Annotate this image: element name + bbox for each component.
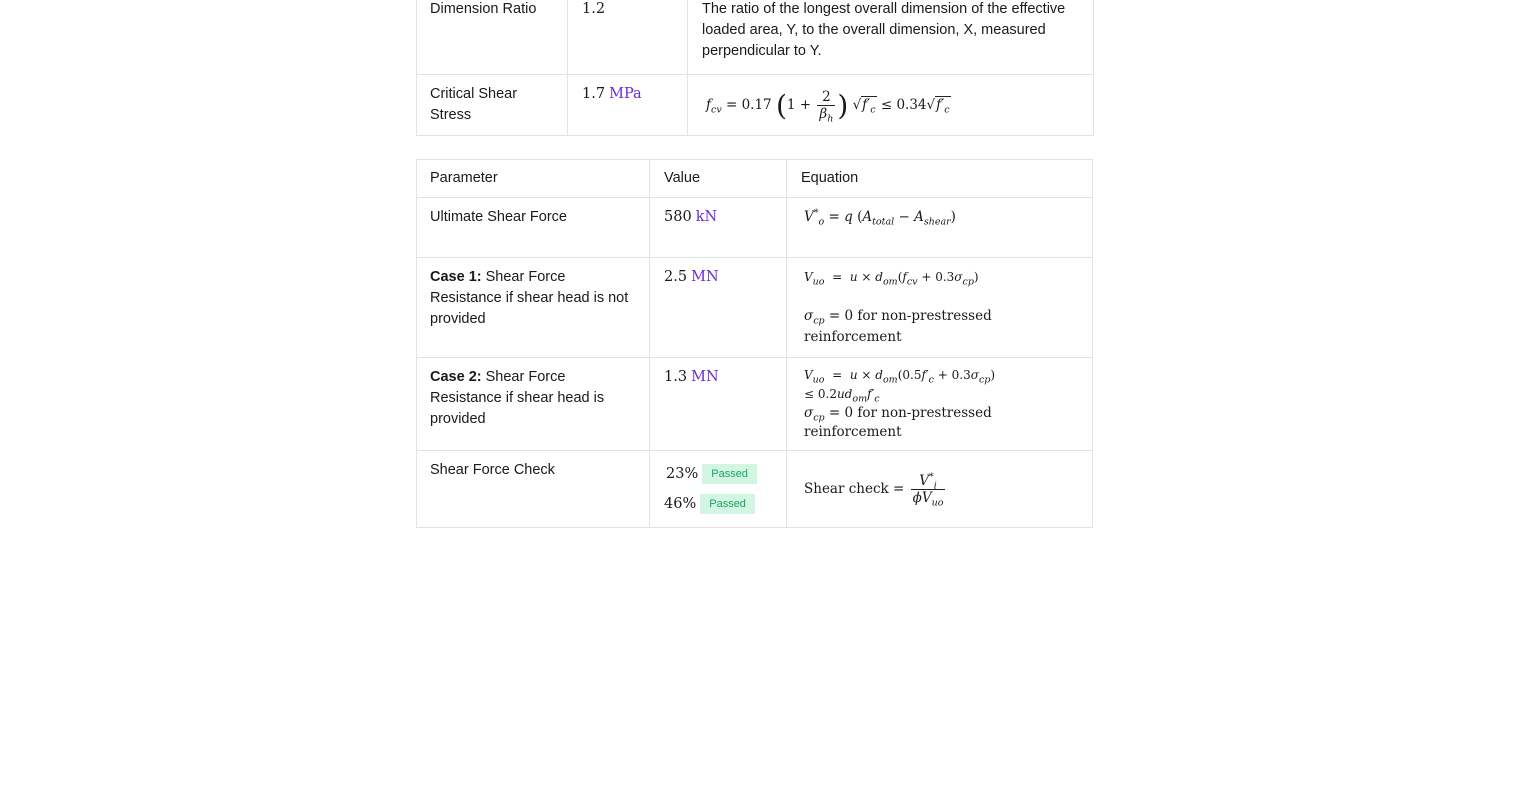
- shear-check-equation: Shear check = $\frac{V^*_i}{\phi V_{uo}}$: [804, 471, 944, 509]
- header-parameter: Parameter: [417, 160, 650, 198]
- param-cell: [417, 258, 650, 358]
- value-number: 580: [664, 209, 692, 225]
- case2-limit: ≤ $0.2ud_{om}f'_c$: [804, 387, 880, 405]
- case1-equation: $V_{uo} = u \times d_{om}(f_{cv} + 0.3\sigma_{cp})$: [804, 270, 979, 288]
- critical-shear-equation: $f_{cv} = 0.17$ (1 + $\frac{2}{\beta_h}$ ) $√f'_c \le 0.34√f'_c$: [706, 88, 950, 125]
- table-header-row: [417, 160, 1093, 198]
- value-unit: kN: [695, 209, 718, 225]
- case2-equation: $V_{uo} = u \times d_{om}(0.5f'_c + 0.3\sigma_{cp})$: [804, 368, 996, 386]
- param-label: Ultimate Shear Force: [430, 209, 567, 225]
- case1-note: $\sigma_{cp} = 0$ for non-prestressed reinforcement: [804, 308, 992, 345]
- equation-cell: [787, 358, 1093, 451]
- case-label: Case 1:: [430, 269, 482, 285]
- description-text: The ratio of the longest overall dimension of the effective loaded area, Y, to the overall dimension, X, measured perpendicular to Y.: [702, 1, 1066, 59]
- table-row: [417, 451, 1093, 528]
- equation-cell: [787, 258, 1093, 358]
- param-label: Shear Force Resistance if shear head is not provided: [430, 269, 629, 327]
- table-row: [417, 258, 1093, 358]
- check-row: [664, 489, 772, 519]
- check-percent: 23%: [666, 466, 699, 482]
- value-number: 2.5: [664, 269, 688, 285]
- table-row: [417, 75, 1094, 136]
- ultimate-shear-equation: $V^*_o = q$ $(A_{total} - A_{shear})$: [804, 207, 956, 228]
- value-cell: [568, 0, 688, 75]
- value-cell: [568, 75, 688, 136]
- header-value: Value: [650, 160, 787, 198]
- value-cell: [650, 198, 787, 258]
- param-cell: [417, 0, 568, 75]
- check-row: [664, 459, 772, 489]
- value-number: 1.7: [582, 86, 606, 102]
- header-equation: Equation: [787, 160, 1093, 198]
- value-cell: [650, 358, 787, 451]
- table-row: [417, 0, 1094, 75]
- param-label: Shear Force Check: [430, 462, 555, 478]
- table-row: [417, 358, 1093, 451]
- value-number: 1.3: [664, 369, 688, 385]
- check-percent: 46%: [664, 496, 697, 512]
- equation-cell: [787, 198, 1093, 258]
- param-cell: [417, 358, 650, 451]
- param-label: Critical Shear Stress: [430, 86, 518, 123]
- description-cell: [688, 0, 1094, 75]
- value-cell: [650, 258, 787, 358]
- parameter-table-top: [416, 0, 1094, 136]
- value-number: 1.2: [582, 1, 606, 17]
- case-label: Case 2:: [430, 369, 482, 385]
- param-cell: [417, 198, 650, 258]
- equation-cell: [688, 75, 1094, 136]
- value-unit: MPa: [609, 86, 642, 102]
- status-badge: Passed: [702, 464, 757, 484]
- status-badge: Passed: [700, 494, 755, 514]
- shear-force-table: [416, 159, 1093, 528]
- value-cell: [650, 451, 787, 528]
- value-unit: MN: [691, 269, 719, 285]
- value-unit: MN: [691, 369, 719, 385]
- case2-note: $\sigma_{cp} = 0$ for non-prestressed reinforcement: [804, 405, 992, 440]
- table-row: [417, 198, 1093, 258]
- param-label: Shear Force Resistance if shear head is provided: [430, 369, 605, 427]
- param-cell: [417, 75, 568, 136]
- param-cell: [417, 451, 650, 528]
- param-label: Dimension Ratio: [430, 1, 537, 17]
- equation-cell: [787, 451, 1093, 528]
